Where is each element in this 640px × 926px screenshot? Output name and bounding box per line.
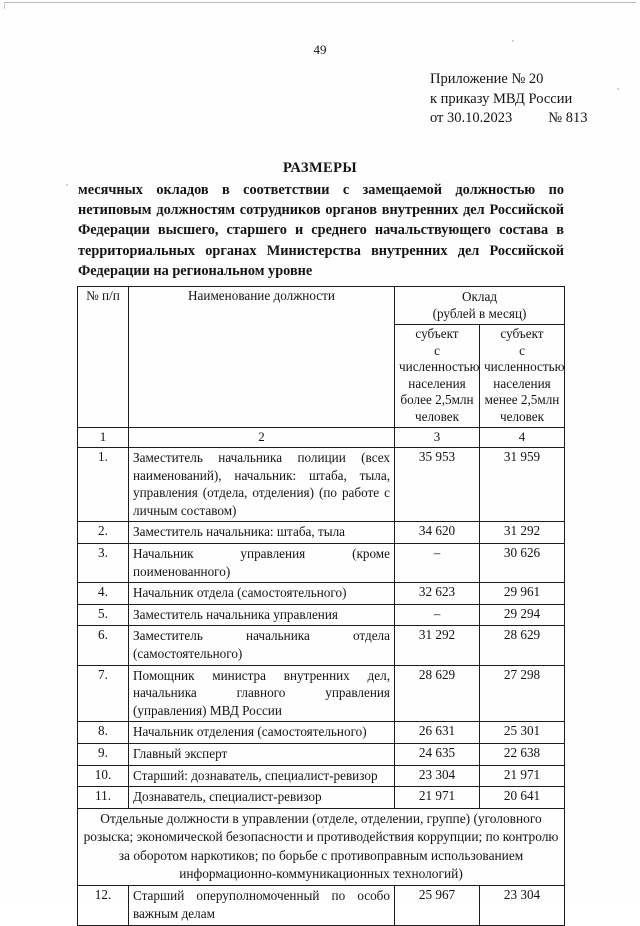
table-row bbox=[78, 604, 565, 626]
row-salary-small-region: 20 641 bbox=[480, 787, 565, 809]
table-row bbox=[78, 583, 565, 605]
table-column-number-row bbox=[78, 428, 565, 448]
table-header bbox=[78, 287, 565, 448]
table-row bbox=[78, 765, 565, 787]
col3-line-1: субъект bbox=[415, 326, 459, 341]
table-section-header: Отдельные должности в управлении (отделе, отделении, группе) (уголовного розыска; экономической безопасности и противодействия коррупции; по контролю за оборотом наркотиков; по борьбе с противоправным использованием информационно-коммуникационных технологий) bbox=[78, 808, 565, 886]
row-salary-large-region: – bbox=[395, 543, 480, 582]
row-number: 1. bbox=[78, 448, 129, 522]
table-row bbox=[78, 787, 565, 809]
table-row bbox=[78, 665, 565, 722]
table-row bbox=[78, 743, 565, 765]
row-number: 6. bbox=[78, 626, 129, 665]
row-salary-large-region: 35 953 bbox=[395, 448, 480, 522]
row-salary-small-region: 27 298 bbox=[480, 665, 565, 722]
col3-line-2: с численностью bbox=[399, 342, 480, 374]
row-salary-small-region: 28 629 bbox=[480, 626, 565, 665]
column-header-large-region bbox=[395, 325, 480, 428]
row-salary-small-region: 25 301 bbox=[480, 722, 565, 744]
row-salary-small-region: 31 959 bbox=[480, 448, 565, 522]
row-salary-large-region: 28 629 bbox=[395, 665, 480, 722]
table-row bbox=[78, 522, 565, 544]
row-number: 7. bbox=[78, 665, 129, 722]
table-row bbox=[78, 886, 565, 925]
row-salary-small-region: 21 971 bbox=[480, 765, 565, 787]
row-salary-large-region: 24 635 bbox=[395, 743, 480, 765]
row-position-name: Главный эксперт bbox=[129, 743, 395, 765]
row-salary-large-region: 21 971 bbox=[395, 787, 480, 809]
row-salary-small-region: 29 961 bbox=[480, 583, 565, 605]
col3-line-5: человек bbox=[414, 408, 460, 424]
table-row bbox=[78, 626, 565, 665]
row-number: 2. bbox=[78, 522, 129, 544]
row-position-name: Начальник отделения (самостоятельного) bbox=[129, 722, 395, 744]
table-section-header-row bbox=[78, 808, 565, 886]
col4-line-2: с численностью bbox=[484, 342, 565, 374]
row-number: 10. bbox=[78, 765, 129, 787]
row-number: 11. bbox=[78, 787, 129, 809]
row-number: 4. bbox=[78, 583, 129, 605]
table-row bbox=[78, 448, 565, 522]
appendix-date-line bbox=[430, 109, 588, 129]
col3-line-3: населения bbox=[408, 375, 466, 391]
row-salary-large-region: 31 292 bbox=[395, 626, 480, 665]
col4-line-4: менее 2,5млн bbox=[484, 392, 560, 407]
column-index-2: 2 bbox=[129, 428, 395, 448]
row-salary-small-region: 29 294 bbox=[480, 604, 565, 626]
row-number: 5. bbox=[78, 604, 129, 626]
row-position-name: Начальник отдела (самостоятельного) bbox=[129, 583, 395, 605]
document-subtitle: месячных окладов в соответствии с замещаемой должностью по нетиповым должностям сотрудников органов внутренних дел Российской Федерации высшего, старшего и среднего начальствующего состава в территориальных органах Министерства внутренних дел Российской Федерации на региональном уровне bbox=[78, 182, 564, 279]
scan-speck bbox=[66, 184, 68, 186]
appendix-order-line: к приказу МВД России bbox=[430, 90, 573, 107]
row-position-name: Заместитель начальника полиции (всех наименований), начальник: штаба, тыла, управления (отдела, отделения) (по работе с личным составом) bbox=[129, 448, 395, 522]
column-header-position: Наименование должности bbox=[129, 287, 395, 428]
column-header-number: № п/п bbox=[78, 287, 129, 428]
salary-group-title: Оклад bbox=[461, 289, 498, 304]
salary-table bbox=[77, 286, 565, 926]
row-position-name: Начальник управления (кроме поименованного) bbox=[129, 543, 395, 582]
column-header-salary-group bbox=[395, 287, 565, 325]
table-row bbox=[78, 543, 565, 582]
row-position-name: Заместитель начальника отдела (самостоятельного) bbox=[129, 626, 395, 665]
page-title: РАЗМЕРЫ bbox=[282, 160, 358, 176]
table-row bbox=[78, 722, 565, 744]
row-salary-large-region: 23 304 bbox=[395, 765, 480, 787]
appendix-reference-block bbox=[430, 70, 588, 129]
column-index-4: 4 bbox=[480, 428, 565, 448]
row-number: 12. bbox=[78, 886, 129, 925]
table-body bbox=[78, 448, 565, 926]
appendix-order-number: № 813 bbox=[548, 110, 588, 126]
row-position-name: Дознаватель, специалист-ревизор bbox=[129, 787, 395, 809]
row-salary-small-region: 30 626 bbox=[480, 543, 565, 582]
scan-edge-left bbox=[4, 2, 5, 9]
column-index-1: 1 bbox=[78, 428, 129, 448]
page-number: 49 bbox=[313, 42, 327, 57]
col4-line-1: субъект bbox=[500, 326, 544, 341]
row-salary-small-region: 31 292 bbox=[480, 522, 565, 544]
row-salary-large-region: 25 967 bbox=[395, 886, 480, 925]
row-number: 8. bbox=[78, 722, 129, 744]
column-index-3: 3 bbox=[395, 428, 480, 448]
appendix-date: от 30.10.2023 bbox=[430, 110, 513, 126]
row-number: 3. bbox=[78, 543, 129, 582]
row-salary-large-region: 34 620 bbox=[395, 522, 480, 544]
row-position-name: Помощник министра внутренних дел, начальника главного управления (управления) МВД России bbox=[129, 665, 395, 722]
col4-line-3: населения bbox=[493, 375, 551, 391]
scan-edge-top bbox=[4, 2, 636, 3]
scan-speck bbox=[617, 88, 619, 90]
row-salary-large-region: 32 623 bbox=[395, 583, 480, 605]
row-salary-small-region: 23 304 bbox=[480, 886, 565, 925]
row-position-name: Заместитель начальника: штаба, тыла bbox=[129, 522, 395, 544]
column-header-small-region bbox=[480, 325, 565, 428]
row-salary-small-region: 22 638 bbox=[480, 743, 565, 765]
row-position-name: Старший: дознаватель, специалист-ревизор bbox=[129, 765, 395, 787]
col3-line-4: более 2,5млн bbox=[400, 392, 474, 407]
salary-group-unit: (рублей в месяц) bbox=[432, 306, 527, 321]
row-salary-large-region: – bbox=[395, 604, 480, 626]
appendix-number-line: Приложение № 20 bbox=[430, 71, 544, 87]
row-position-name: Старший оперуполномоченный по особо важным делам bbox=[129, 886, 395, 925]
row-salary-large-region: 26 631 bbox=[395, 722, 480, 744]
col4-line-5: человек bbox=[499, 408, 545, 424]
row-position-name: Заместитель начальника управления bbox=[129, 604, 395, 626]
table-header-row-top bbox=[78, 287, 565, 325]
row-number: 9. bbox=[78, 743, 129, 765]
